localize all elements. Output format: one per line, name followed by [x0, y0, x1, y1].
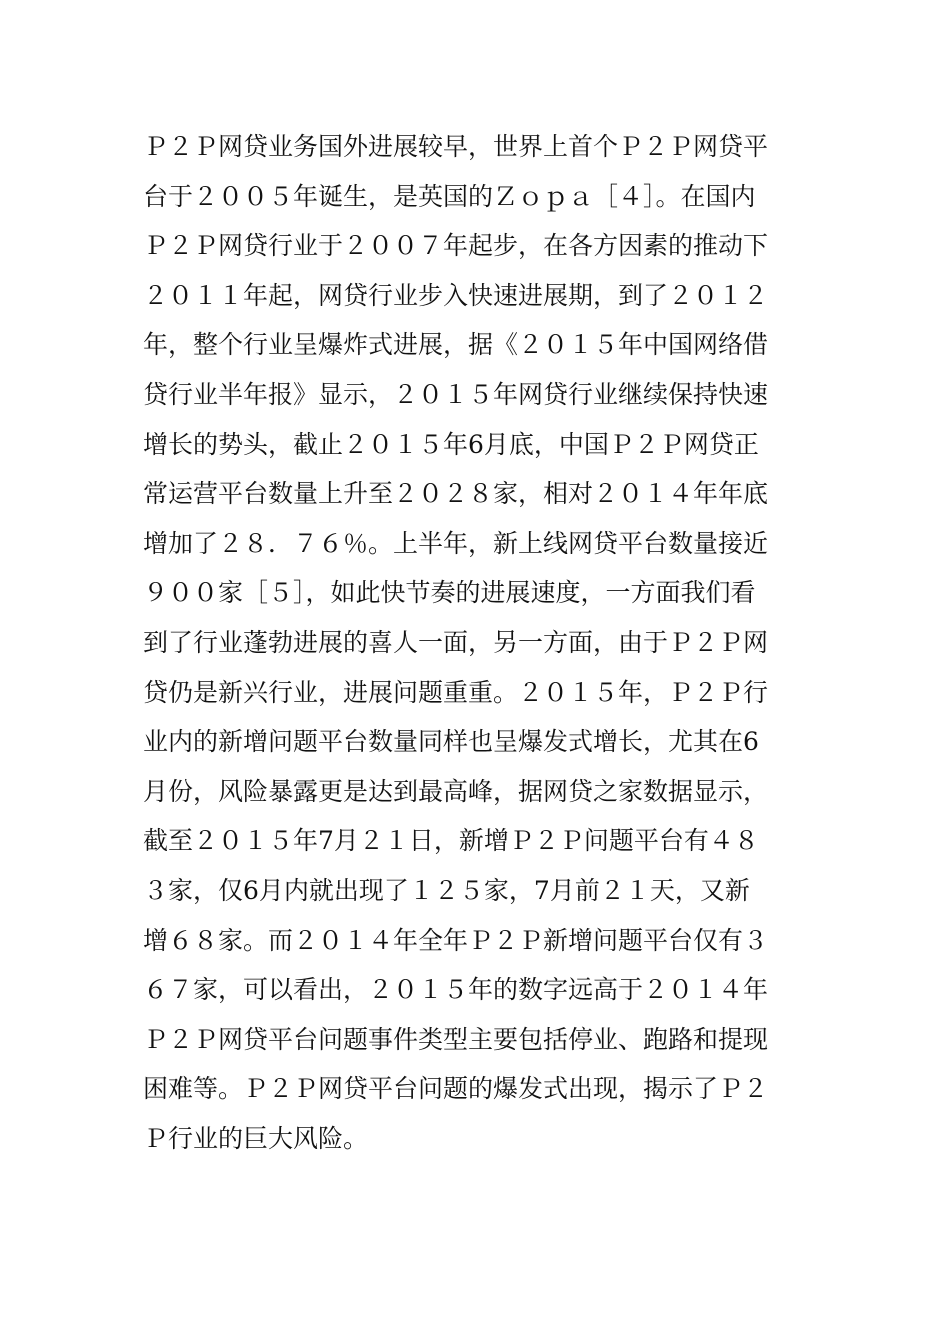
text-line: 截至２０１５年7月２１日，新增Ｐ２Ｐ问题平台有４８	[143, 826, 759, 856]
text-line: 到了行业蓬勃进展的喜人一面，另一方面，由于Ｐ２Ｐ网	[143, 627, 769, 657]
text-line: 困难等。Ｐ２Ｐ网贷平台问题的爆发式出现，揭示了Ｐ２	[143, 1074, 769, 1104]
text-line: 增长的势头，截止２０１５年6月底，中国Ｐ２Ｐ网贷正	[143, 429, 759, 459]
text-line: 月份，风险暴露更是达到最高峰，据网贷之家数据显示，	[143, 776, 769, 806]
text-line: ９００家［５］，如此快节奏的进展速度，一方面我们看	[143, 578, 756, 608]
text-line: 年，整个行业呈爆炸式进展，据《２０１５年中国网络借	[143, 330, 769, 360]
text-line: Ｐ２Ｐ网贷业务国外进展较早，世界上首个Ｐ２Ｐ网贷平	[143, 132, 769, 161]
text-line: 贷行业半年报》显示，２０１５年网贷行业继续保持快速	[143, 379, 769, 409]
text-line: Ｐ行业的巨大风险。	[143, 1123, 369, 1153]
body-paragraph	[143, 122, 823, 1163]
text-line: Ｐ２Ｐ网贷行业于２００７年起步，在各方因素的推动下	[143, 231, 769, 261]
text-line: 贷仍是新兴行业，进展问题重重。２０１５年，Ｐ２Ｐ行	[143, 677, 769, 707]
text-line: ６７家，可以看出，２０１５年的数字远高于２０１４年	[143, 975, 769, 1005]
text-line: ３家，仅6月内就出现了１２５家，7月前２１天，又新	[143, 875, 750, 905]
text-line: 增６８家。而２０１４年全年Ｐ２Ｐ新增问题平台仅有３	[143, 925, 769, 955]
text-line: 常运营平台数量上升至２０２８家，相对２０１４年年底	[143, 479, 769, 509]
text-line: ２０１１年起，网贷行业步入快速进展期，到了２０１２	[143, 280, 769, 310]
text-line: 增加了２８．７６％。上半年，新上线网贷平台数量接近	[143, 528, 769, 558]
text-line: 业内的新增问题平台数量同样也呈爆发式增长，尤其在6	[143, 727, 759, 757]
text-line: Ｐ２Ｐ网贷平台问题事件类型主要包括停业、跑路和提现	[143, 1024, 769, 1054]
text-line: 台于２００５年诞生，是英国的Ｚｏｐａ［４］。在国内	[143, 181, 756, 211]
